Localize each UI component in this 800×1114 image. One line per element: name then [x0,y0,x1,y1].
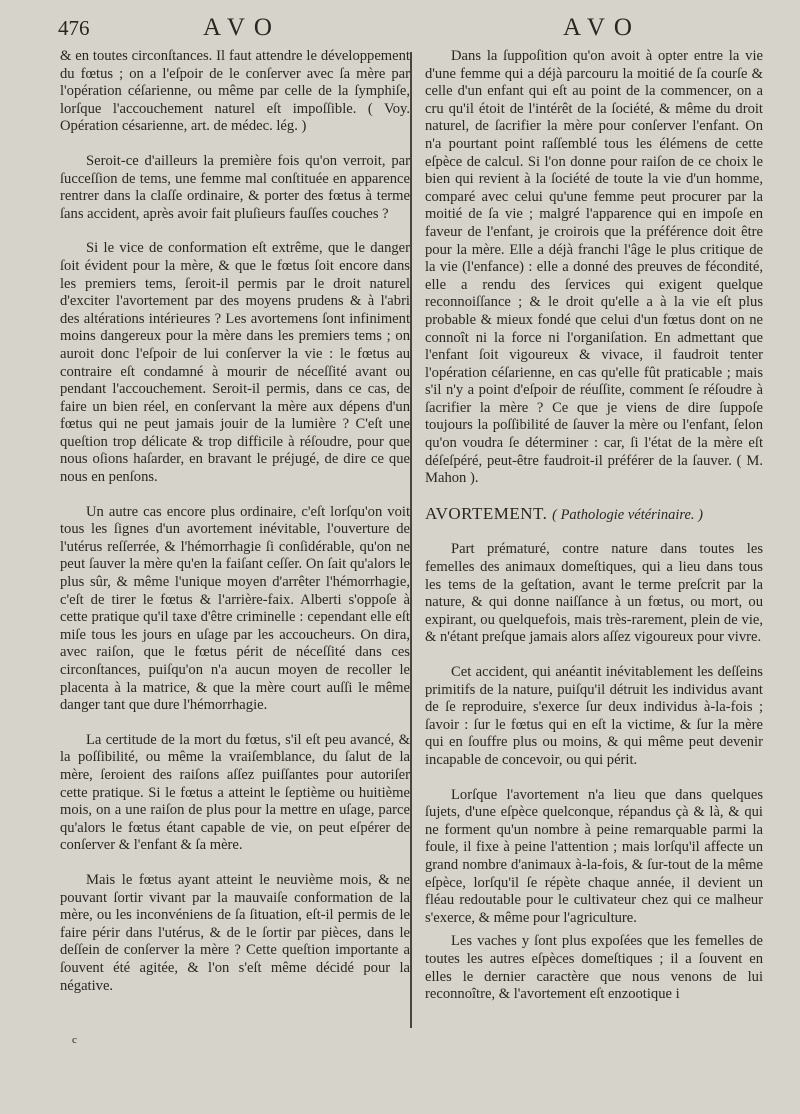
header-word-right: AVO [563,14,641,41]
paragraph: Les vaches y ſont plus expoſées que les femelles de toutes les autres eſpèces domeſtiques ; il a ſouvent en elles le dernier caractère que nous venons de lui reconnoître, & l'avortement eſt enzootique i [425,933,763,1003]
column-divider [410,52,412,1028]
paragraph: Si le vice de conformation eſt extrême, que le danger ſoit évident pour la mère, & que le fœtus ſoit encore dans les premiers tems, ſeroit-il permis par le droit naturel d'exciter l'avortement par des moyens prudens & à l'abri des altérations intérieures ? Les avortemens ſont infiniment moins dangereux pour la mère dans les premiers tems ; on auroit donc l'eſpoir de lui conſerver la vie : le fœtus au contraire eſt condamné à mourir de néceſſité avant ou pendant l'accouchement. Seroit-il permis, dans ce cas, de faire un bien réel, en conſervant la mère aux dépens d'un fœtus qui ne peut jamais jouir de la lumière ? C'eſt une queſtion trop délicate & trop difficile à réſoudre, pour que nous oſions haſarder, en bravant le préjugé, de dire ce que nous en penſons. [60,240,410,486]
signature-mark: c [72,1034,77,1046]
paragraph: Seroit-ce d'ailleurs la première fois qu'on verroit, par ſucceſſion de tems, une femme mal conſtituée en apparence rentrer dans la claſſe ordinaire, & porter des fœtus à terme ſans accident, après avoir fait pluſieurs fauſſes couches ? [60,152,410,222]
paragraph: Cet accident, qui anéantit inévitablement les deſſeins primitifs de la nature, puiſqu'il détruit les individus avant de ſe reproduire, s'exerce ſur deux individus à-la-fois ; ſavoir : ſur le fœtus qui en eſt la victime, & ſur la mère qui en ſouffre plus ou moins, & qui même peut devenir incapable de concevoir, ou qui périt. [425,664,763,768]
paragraph: & en toutes circonſtances. Il faut attendre le développement du fœtus ; on a l'eſpoir de le conſerver avec ſa mère par l'opération céſarienne, ou même par celle de la ſymphiſe, lorſque l'accouchement naturel eſt impoſſible. ( Voy. Opération césarienne, art. de médec. lég. ) [60,48,410,135]
paragraph: Un autre cas encore plus ordinaire, c'eſt lorſqu'on voit tous les ſignes d'un avortement inévitable, l'ouverture de l'utérus reſſerrée, & l'hémorrhagie ſi conſidérable, qu'on ne peut ſauver la mère qu'en la faiſant ceſſer. On ſait qu'alors le plus sûr, & même l'unique moyen d'arrêter l'hémorrhagie, c'eſt de tirer le fœtus & l'arrière-faix. Alberti s'oppoſe à cette pratique qu'il taxe d'être criminelle : cependant elle eſt miſe tous les jours en uſage par les accoucheurs. On dira, avec raiſon, que le fœtus périt de néceſſité dans ces circonſtances, puiſqu'on n'a aucun moyen de recoller le placenta à la matrice, & que la mère court auſſi le même danger tant que dure l'hémorrhagie. [60,503,410,714]
paragraph: Mais le fœtus ayant atteint le neuvième mois, & ne pouvant ſortir vivant par la mauvaiſe conformation de la mère, ou les inconvéniens de ſa ſituation, eſt-il permis de le faire périr dans l'utérus, & de le ſortir par pièces, dans le deſſein de conſerver la mère ? Cette queſtion importante a ſouvent été agitée, & l'on s'eſt même décidé pour la négative. [60,871,410,994]
page-number: 476 [58,16,90,40]
left-column [60,48,410,1012]
header-word-left: AVO [203,14,281,41]
article-heading [425,505,763,525]
right-column [425,48,763,1021]
paragraph: Lorſque l'avortement n'a lieu que dans quelques ſujets, d'une eſpèce quelconque, répandus çà & là, & qui ne forment qu'un nombre à peine remarquable parmi la foule, il fixe à peine l'attention ; mais lorſqu'il affecte un grand nombre d'animaux à-la-fois, & ſur-tout de la même eſpèce, lorſqu'il ſe répète chaque année, il devient un fléau redoutable pour le cultivateur chez qui ce malheur s'exerce, & même pour l'agriculture. [425,786,763,926]
paragraph: La certitude de la mort du fœtus, s'il eſt peu avancé, & la poſſibilité, ou même la vraiſemblance, du ſalut de la mère, ſeroient des raiſons aſſez puiſſantes pour autoriſer cette pratique. Si le fœtus a atteint le ſeptième ou huitième mois, on a une raiſon de plus pour la mettre en uſage, parce qu'alors le fœtus étant capable de vie, on peut eſpérer de conſerver & l'enfant & ſa mère. [60,731,410,854]
article-title: AVORTEMENT. [425,503,548,523]
paragraph: Part prématuré, contre nature dans toutes les femelles des animaux domeſtiques, qui a lieu dans tous les tems de la geſtation, avant le terme preſcrit par la nature, & qui donne naiſſance à un fœtus, ou mort, ou expirant, ou quelquefois, mais très-rarement, plein de vie, & n'étant preſque jamais alors aſſez vigoureux pour vivre. [425,541,763,646]
article-subtitle: ( Pathologie vétérinaire. ) [552,506,703,523]
running-header [58,12,772,44]
paragraph: Dans la ſuppoſition qu'on avoit à opter entre la vie d'une femme qui a déjà parcouru la moitié de ſa courſe & celle d'un enfant qui eſt au point de la commencer, on a cru qu'il étoit de l'intérêt de la ſociété, & même du droit naturel, de ſacrifier la mère pour conſerver l'enfant. On n'a pourtant point raſſemblé tous les élémens de cette eſpèce de calcul. Si l'on donne pour raiſon de ce choix le bien qui revient à la ſociété de toute la vie d'un homme, comparé avec celui qu'une femme peut procurer par la moitié de ſa vie ; malgré l'apparence qui en impoſe en faveur de l'enfant, je croirois que la préférence doit être pour la mère. Elle a déjà franchi l'âge le plus critique de la vie (l'enfance) : elle a donné des preuves de fécondité, elle a rendu des ſervices qui exigent quelque reconnoiſſance ; & le droit qu'elle a à la vie eſt plus probable & mieux fondé que celui d'un fœtus dont on ne connoît ni la force ni l'organiſation. En admettant que l'enfant ſoit vigoureux & vivace, il faudroit tenter l'opération céſarienne, en cas qu'elle fût praticable ; mais s'il n'y a point d'eſpoir de réuſſite, comment ſe réſoudre à ſacrifier la mère ? Ce que je viens de dire ſuppoſe toujours la poſſibilité de ſauver la mère ou l'enfant, ſelon qu'on voudra ſe déterminer : car, ſi l'état de la mère eſt déſeſpéré, peut-être faudroit-il préférer de la ſauver. ( M. Mahon ). [425,48,763,487]
